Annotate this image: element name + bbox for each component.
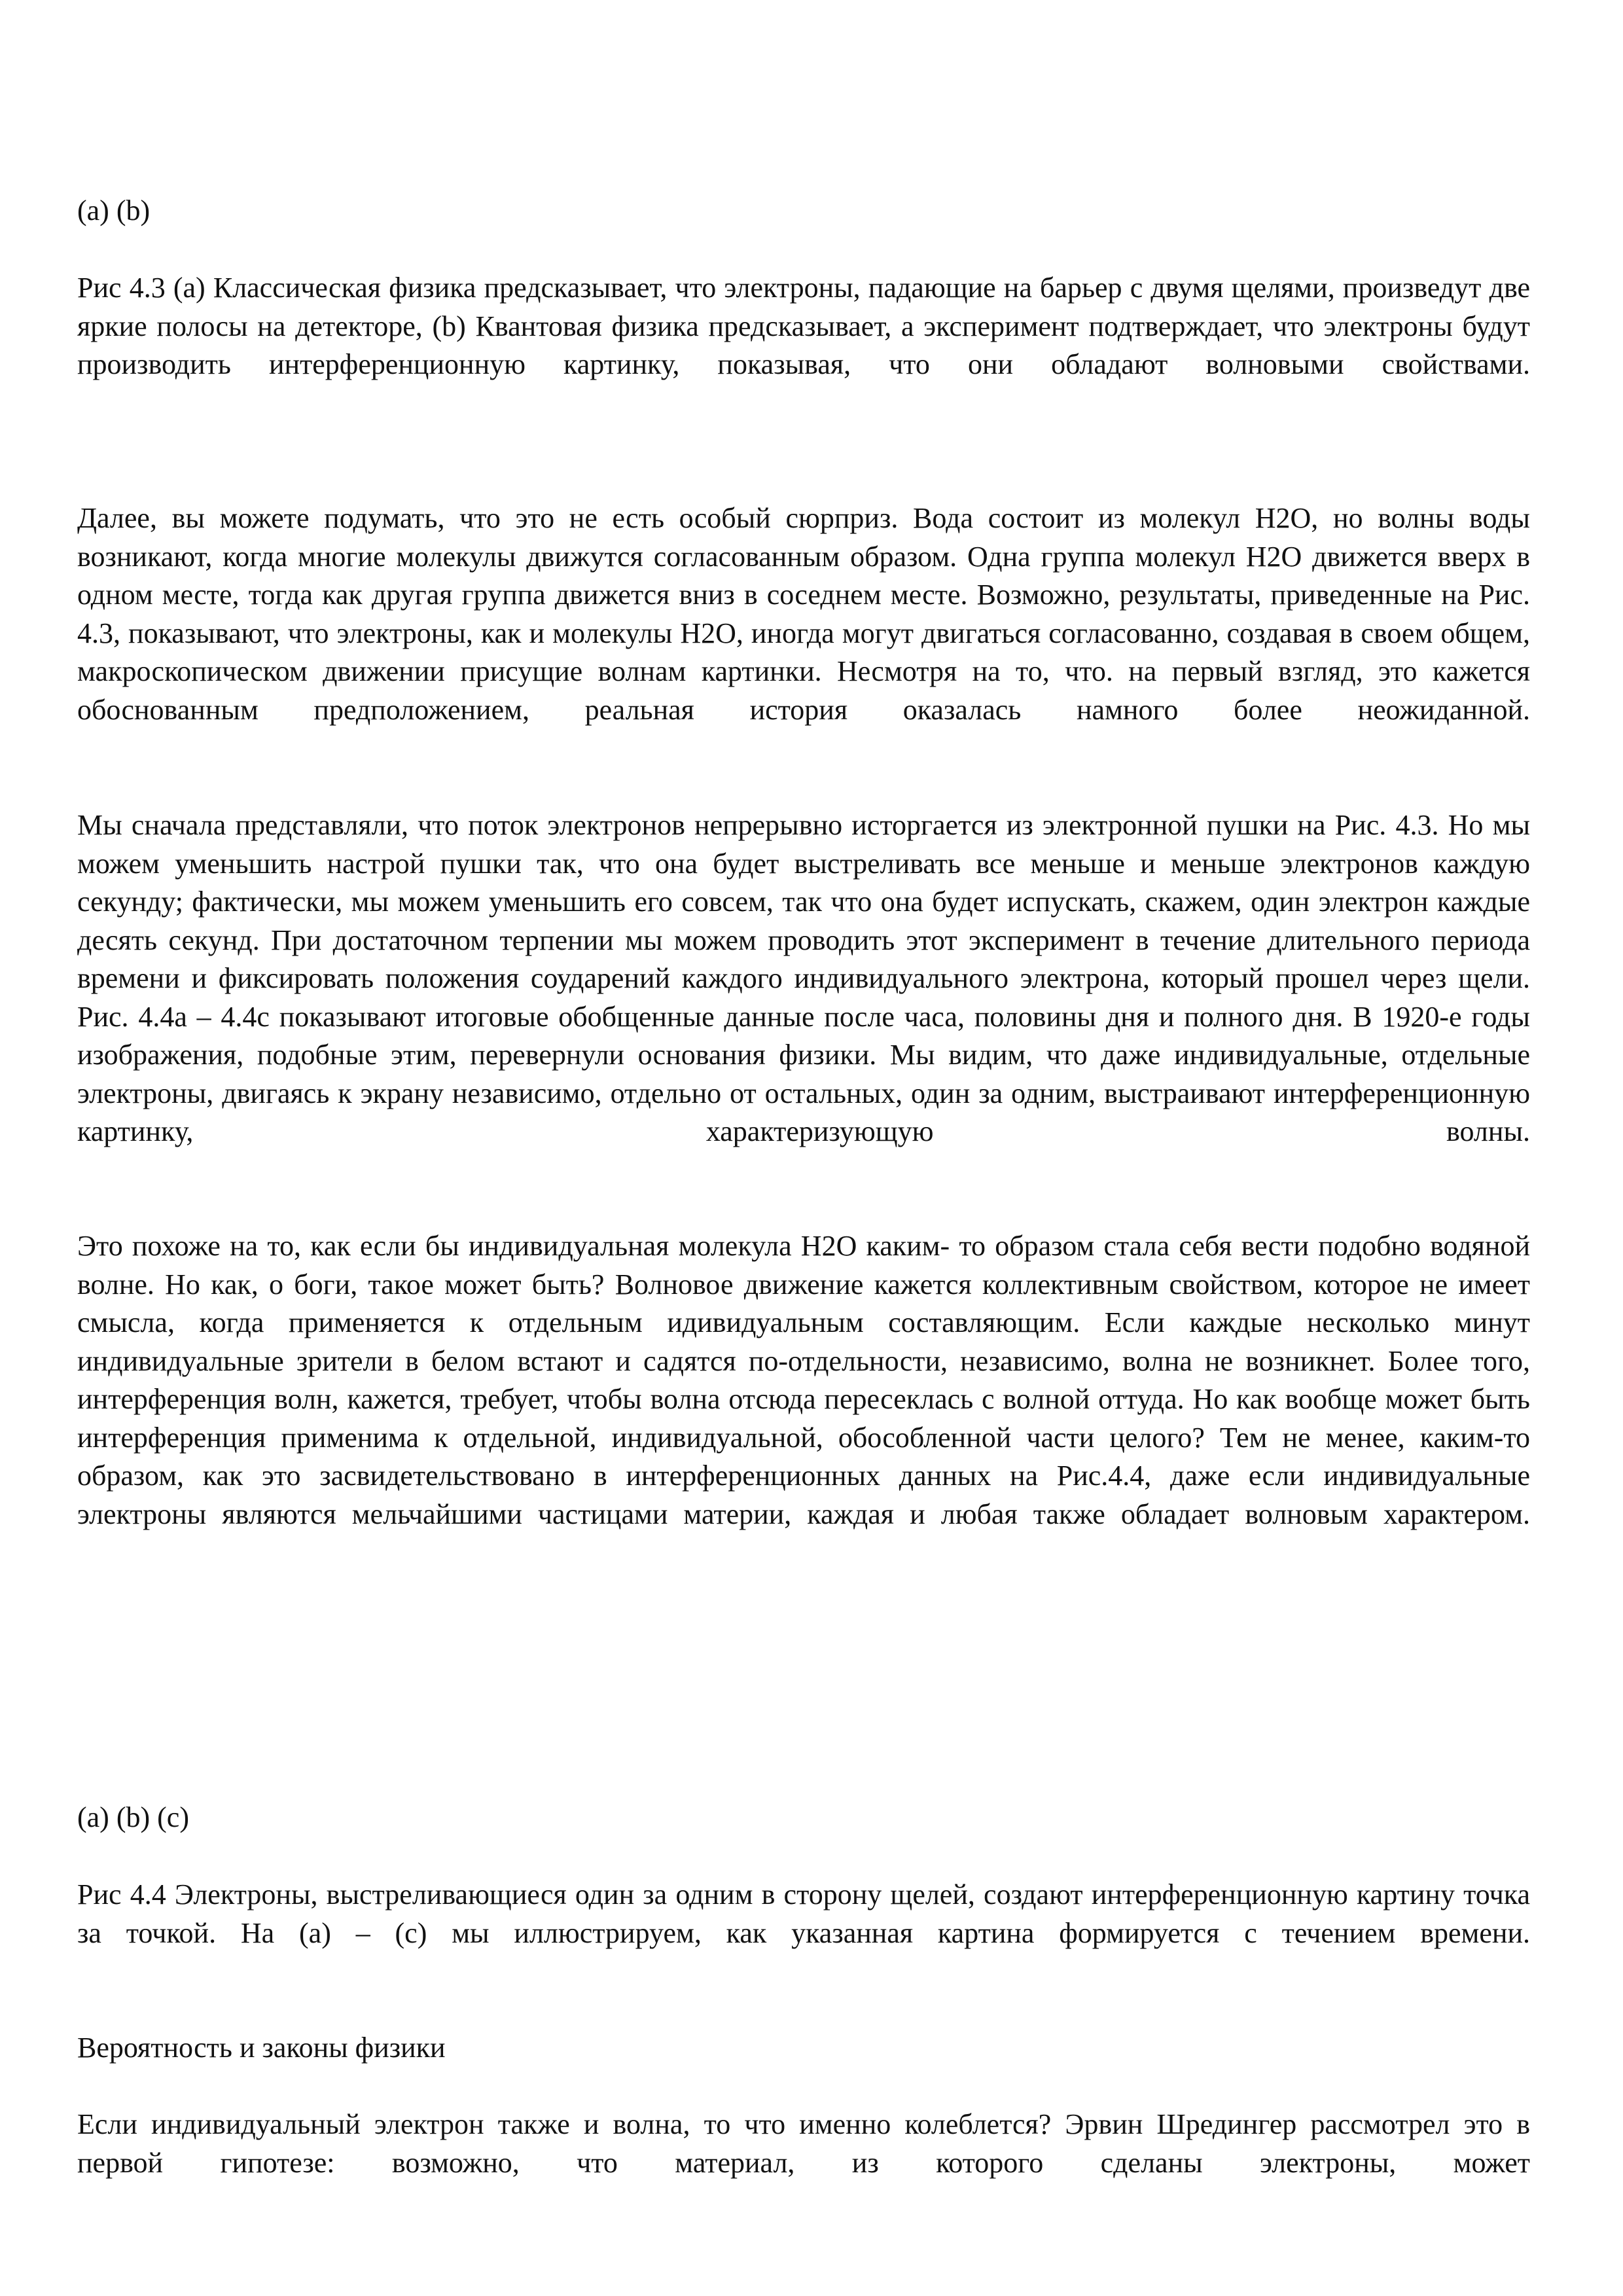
paragraph-water-waves: Далее, вы можете подумать, что это не есть особый сюрприз. Вода состоит из молекул H2O, но волны воды возникают, когда многие молекулы движутся согласованным образом. Одна группа молекул H2O движется вверх в одном месте, тогда как другая группа движется вниз в соседнем месте. Возможно, результаты, приведенные на Рис. 4.3, показывают, что электроны, как и молекулы H2O, иногда могут двигаться согласованно, создавая в своем общем, макроскопическом движении присущие волнам картинки. Несмотря на то, что. на первый взгляд, это кажется обоснованным предположением, реальная история оказалась намного более неожиданной. — [77, 502, 1530, 726]
figure-4-4-panel-labels: (a) (b) (c) — [77, 1801, 189, 1833]
paragraph-schrodinger: Если индивидуальный электрон также и волна, то что именно колеблется? Эрвин Шредингер рассмотрел это в первой гипотезе: возможно, что материал, из которого сделаны электроны, может — [77, 2108, 1530, 2179]
section-heading: Вероятность и законы физики — [77, 2032, 446, 2064]
figure-4-3-panel-labels: (a) (b) — [77, 194, 151, 226]
paragraph-collective-motion: Это похоже на то, как если бы индивидуальная молекула H2O каким- то образом стала себя вести подобно водяной волне. Но как, о боги, такое может быть? Волновое движение кажется коллективным свойством, которое не имеет смысла, когда применяется к отдельным идивидуальным составляющим. Если каждые несколько минут индивидуальные зрители в белом встают и садятся по-отдельности, независимо, волна не возникнет. Более того, интерференция волн, кажется, требует, чтобы волна отсюда пересеклась с волной оттуда. Но как вообще может быть интерференция применима к отдельной, индивидуальной, обособленной части целого? Тем не менее, каким-то образом, как это засвидетельствовано в интерференционных данных на Рис.4.4, даже если индивидуальные электроны являются мельчайшими частицами материи, каждая и любая также обладает волновым характером. — [77, 1230, 1530, 1530]
figure-4-4-caption: Рис 4.4 Электроны, выстреливающиеся один за одним в сторону щелей, создают интерференционную картину точка за точкой. На (a) – (c) мы иллюстрируем, как указанная картина формируется с течением времени. — [77, 1878, 1530, 1949]
document-page — [77, 0, 1530, 2296]
figure-4-3-caption: Рис 4.3 (a) Классическая физика предсказывает, что электроны, падающие на барьер с двумя щелями, произведут две яркие полосы на детекторе, (b) Квантовая физика предсказывает, а эксперимент подтверждает, что электроны будут производить интерференционную картинку, показывая, что они обладают волновыми свойствами. — [77, 272, 1530, 380]
paragraph-electron-gun: Мы сначала представляли, что поток электронов непрерывно исторгается из электронной пушки на Рис. 4.3. Но мы можем уменьшить настрой пушки так, что она будет выстреливать все меньше и меньше электронов каждую секунду; фактически, мы можем уменьшить его совсем, так что она будет испускать, скажем, один электрон каждые десять секунд. При достаточном терпении мы можем проводить этот эксперимент в течение длительного периода времени и фиксировать положения соударений каждого индивидуального электрона, который прошел через щели. Рис. 4.4a – 4.4c показывают итоговые обобщенные данные после часа, половины дня и полного дня. В 1920-е годы изображения, подобные этим, перевернули основания физики. Мы видим, что даже индивидуальные, отдельные электроны, двигаясь к экрану независимо, отдельно от остальных, один за одним, выстраивают интерференционную картинку, характеризующую волны. — [77, 809, 1530, 1147]
